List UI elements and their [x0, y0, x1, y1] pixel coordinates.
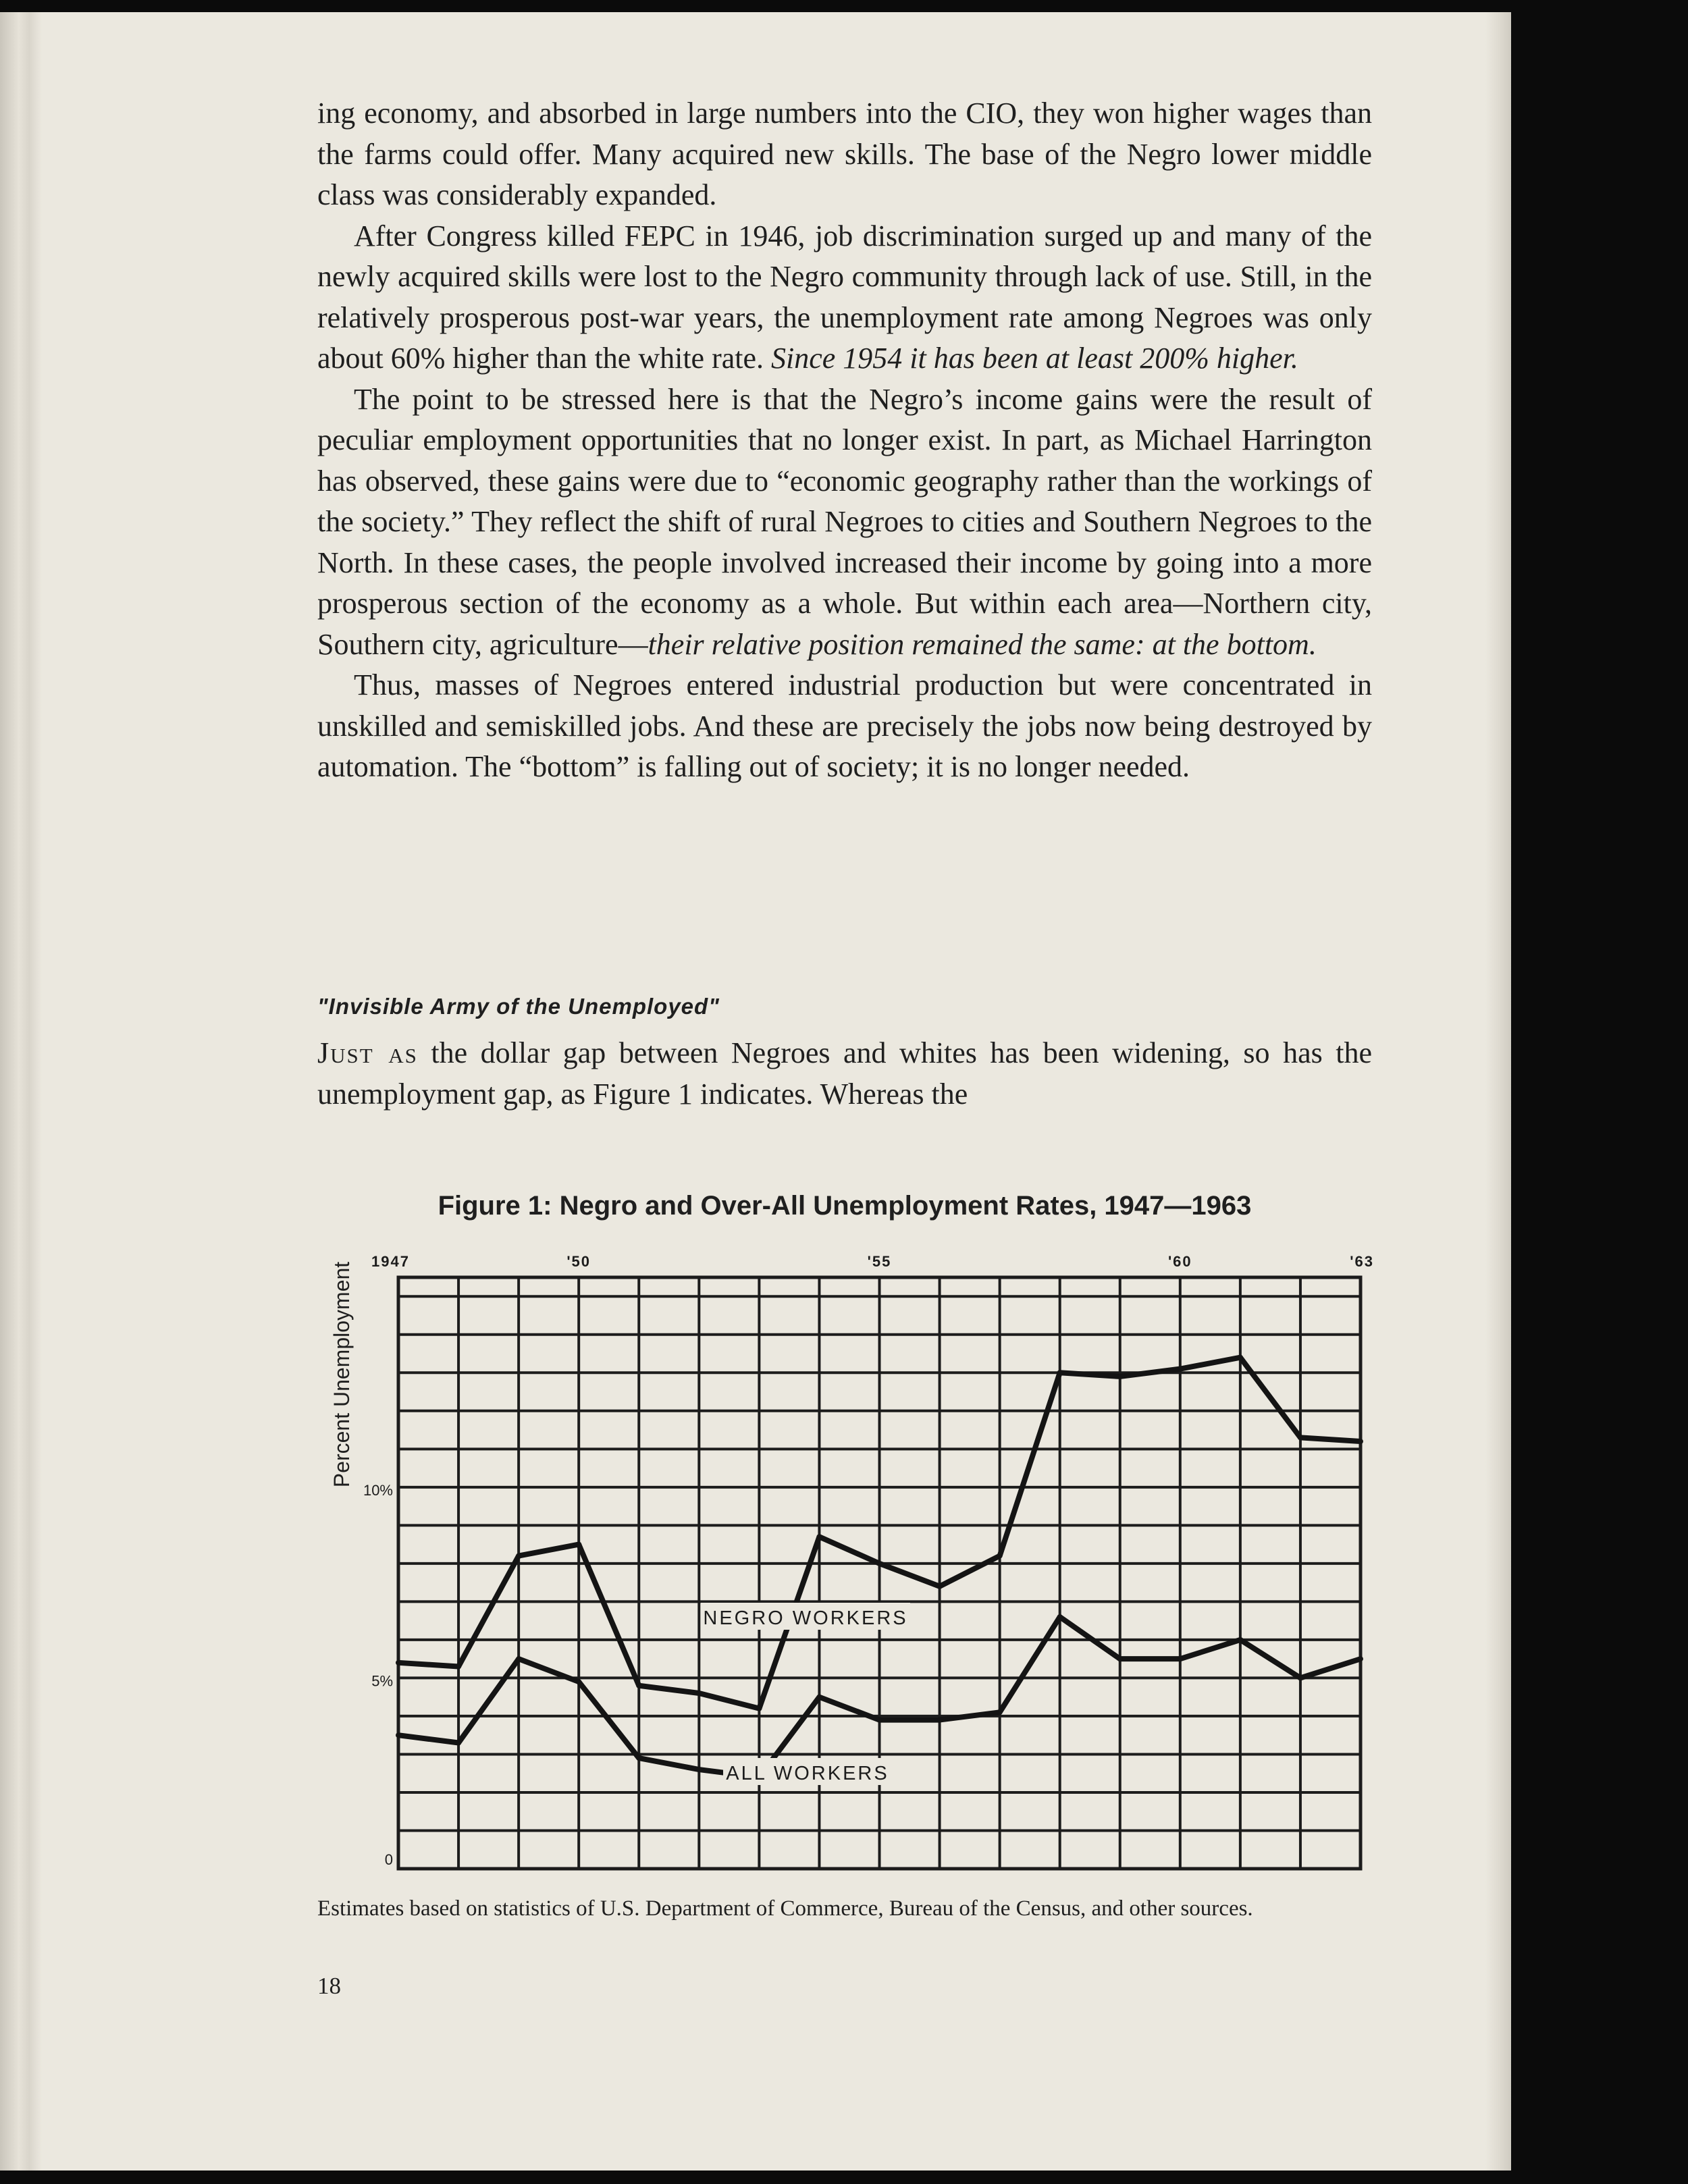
point-negro-workers	[396, 1660, 401, 1666]
point-negro-workers	[576, 1542, 581, 1547]
point-negro-workers	[636, 1683, 641, 1688]
point-all-workers	[636, 1755, 641, 1761]
page-number: 18	[317, 1973, 341, 1999]
point-negro-workers	[1117, 1374, 1123, 1379]
point-negro-workers	[1057, 1370, 1063, 1375]
point-all-workers	[576, 1679, 581, 1684]
point-negro-workers	[997, 1553, 1003, 1559]
figure-caption: Estimates based on statistics of U.S. Department of Commerce, Bureau of the Census, and other sources.	[317, 1896, 1253, 1921]
point-all-workers	[1358, 1656, 1363, 1661]
point-all-workers	[1057, 1614, 1063, 1620]
x-tick-label: '50	[566, 1253, 591, 1270]
point-negro-workers	[1238, 1355, 1243, 1360]
point-negro-workers	[1298, 1435, 1303, 1440]
y-tick-label: 5%	[371, 1672, 393, 1690]
point-all-workers	[396, 1732, 401, 1738]
point-negro-workers	[456, 1663, 461, 1669]
x-tick-label: '63	[1350, 1253, 1374, 1270]
point-all-workers	[877, 1717, 882, 1723]
paragraph-5-lead: Just as	[317, 1036, 418, 1069]
x-tick-label: 1947	[371, 1253, 410, 1270]
point-all-workers	[696, 1767, 702, 1772]
point-all-workers	[997, 1709, 1003, 1715]
point-negro-workers	[1358, 1439, 1363, 1444]
series-label-negro-workers: NEGRO WORKERS	[703, 1607, 908, 1629]
section-heading: "Invisible Army of the Unemployed"	[317, 994, 720, 1019]
point-all-workers	[1298, 1675, 1303, 1680]
point-negro-workers	[1178, 1366, 1183, 1372]
point-all-workers	[816, 1695, 822, 1700]
point-negro-workers	[877, 1561, 882, 1566]
y-tick-label: 10%	[363, 1481, 393, 1499]
paragraph-2-emphasis: Since 1954 it has been at least 200% higher.	[771, 342, 1298, 375]
point-negro-workers	[816, 1534, 822, 1539]
paragraph-2-text: After Congress killed FEPC in 1946, job discrimination surged up and many of the newly acquired skills were lost to the Negro community through lack of use. Still, in the relatively prosperous post-war years, the unemployment rate among Negroes was only about 60% higher than the white rate.	[317, 219, 1372, 375]
figure-title: Figure 1: Negro and Over-All Unemployment Rates, 1947—1963	[438, 1191, 1252, 1221]
point-negro-workers	[696, 1690, 702, 1696]
point-negro-workers	[756, 1706, 762, 1711]
point-negro-workers	[937, 1584, 943, 1589]
x-tick-label: '55	[867, 1253, 892, 1270]
y-axis-title: Percent Unemployment	[329, 1261, 354, 1488]
paragraph-1: ing economy, and absorbed in large numbers into the CIO, they won higher wages than the farms could offer. Many acquired new skills. The base of the Negro lower middle class was considerably expanded.	[317, 97, 1372, 211]
y-tick-label: 0	[384, 1851, 393, 1868]
paragraph-3-text: The point to be stressed here is that the Negro’s income gains were the result of peculiar employment opportunities that no longer exist. In part, as Michael Harrington has observed, these gains were due to “economic geography rather than the workings of the society.” They reflect the shift of rural Negroes to cities and Southern Negroes to the North. In these cases, the people involved increased their income by going into a more prosperous section of the economy as a whole. But within each area—Northern city, Southern city, agriculture—	[317, 382, 1372, 661]
point-all-workers	[456, 1740, 461, 1745]
point-all-workers	[1178, 1656, 1183, 1661]
point-all-workers	[516, 1656, 521, 1661]
x-tick-label: '60	[1167, 1253, 1192, 1270]
series-label-all-workers: ALL WORKERS	[726, 1763, 889, 1784]
point-all-workers	[1117, 1656, 1123, 1661]
paragraph-5-text: the dollar gap between Negroes and whites has been widening, so has the unemployment gap, as Figure 1 indicates. Whereas the	[317, 1036, 1372, 1111]
point-negro-workers	[516, 1553, 521, 1559]
point-all-workers	[1238, 1637, 1243, 1643]
paragraph-4: Thus, masses of Negroes entered industrial production but were concentrated in unskilled and semiskilled jobs. And these are precisely the jobs now being destroyed by automation. The “bottom” is falling out of society; it is no longer needed.	[317, 668, 1372, 783]
point-all-workers	[937, 1717, 943, 1723]
paragraph-3-emphasis: their relative position remained the same: at the bottom.	[648, 627, 1317, 661]
